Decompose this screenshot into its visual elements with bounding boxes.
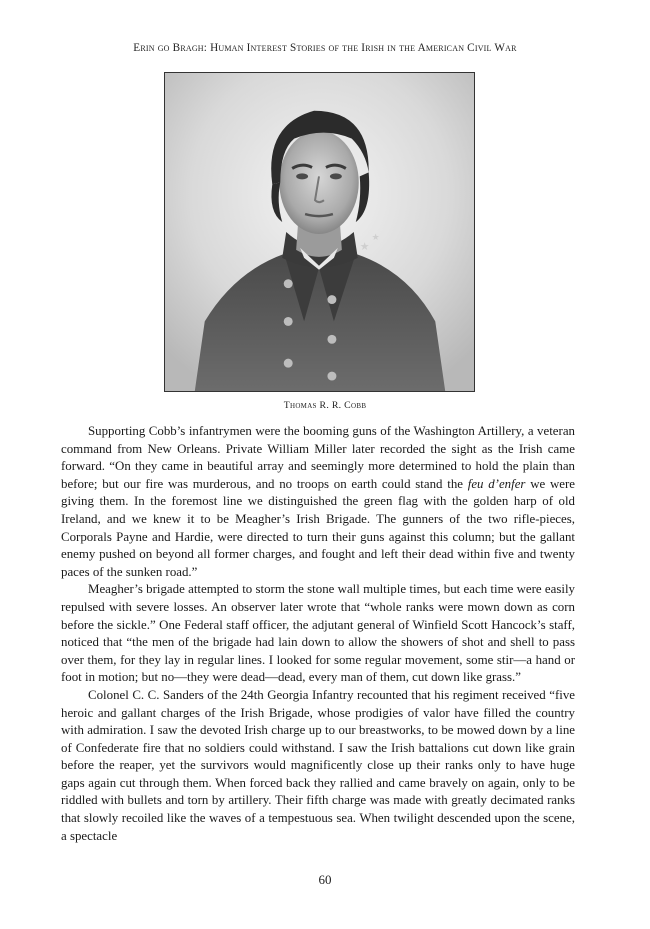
paragraph-1-text-a: Supporting Cobb’s infantrymen were the booming guns of the Washington Artillery, a veteran command from New Orleans. Private William Miller later recorded the sight as the Irish came forward. “On they came in beautiful array and seemingly more determined to hold the plain than before; but our fire was murderous, and no troops on earth could stand the	[61, 424, 575, 491]
portrait-icon	[165, 73, 474, 391]
paragraph-2: Meagher’s brigade attempted to storm the stone wall multiple times, but each time were easily repulsed with severe losses. An observer later wrote that “whole ranks were mown down as corn before the sickle.” One Federal staff officer, the adjutant general of Winfield Scott Hancock’s staff, noticed that “the men of the brigade had lain down to allow the showers of shot and shell to pass over them, for they lay in regular lines. I looked for some regular movement, some stir—a hand or foot in motion; but no—they were dead—dead, every man of them, cut down like grass.”	[61, 582, 575, 685]
paragraph-1-text-b: we were giving them. In the foremost line we distinguished the green flag with the golden harp of old Ireland, and we knew it to be Meagher’s Irish Brigade. The gunners of the two rifle-pieces, Corporals Payne and Hardie, were directed to turn their guns against this column; but the gallant enemy pushed on beyond all former charges, and fought and left their dead within five and twenty paces of the sunken road.”	[61, 476, 575, 579]
paragraph-3: Colonel C. C. Sanders of the 24th Georgia Infantry recounted that his regiment received “five heroic and gallant charges of the Irish Brigade, whose prodigies of valor have filled the country with admiration. I saw the devoted Irish charge up to our breastworks, to be mowed down by a line of Confederate fire that no soldiers could withstand. I saw the Irish battalions cut down like grain before the reaper, yet the survivors would magnificently close up their ranks only to have huge gaps again cut through them. When forced back they rallied and came bravely on again, only to be riddled with bullets and torn by artillery. Their fifth charge was made with greatly decimated ranks that slowly recoiled like the waves of a tempestuous sea. When twilight descended upon the scene, a spectacle	[61, 687, 575, 843]
page-number: 60	[318, 872, 332, 887]
running-header: Erin go Bragh: Human Interest Stories of the Irish in the American Civil War	[133, 42, 517, 54]
svg-text:★: ★	[371, 232, 380, 243]
paragraph-1-emphasis: feu d’enfer	[467, 476, 526, 491]
figure-caption: Thomas R. R. Cobb	[283, 400, 367, 411]
body-text	[61, 423, 575, 845]
portrait-photograph	[164, 72, 475, 392]
paragraph-1	[61, 423, 575, 581]
svg-text:★: ★	[359, 239, 370, 253]
